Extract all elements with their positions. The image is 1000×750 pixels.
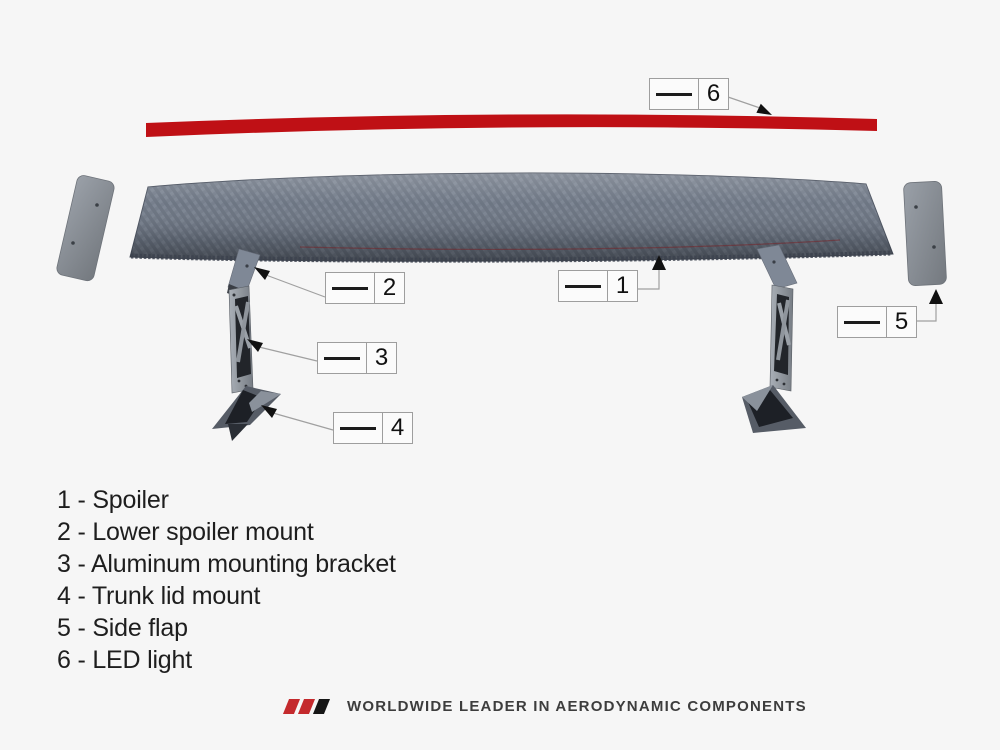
- callout-6-leader-line: [728, 97, 760, 108]
- callout-number: 2: [382, 274, 397, 301]
- callout-box-6: [649, 78, 729, 110]
- callout-box-3: [317, 342, 397, 374]
- dash-icon: [565, 285, 601, 288]
- brand-stripes-logo-icon: [286, 699, 327, 714]
- callout-2-leader-line: [266, 275, 325, 297]
- callout-4-leader-line: [273, 413, 333, 430]
- led-light-strip: [146, 114, 877, 137]
- callout-box-2: [325, 272, 405, 304]
- callout-number: 3: [374, 344, 389, 371]
- mounting-bracket-left: [229, 286, 253, 393]
- brand-stripe-red-icon: [298, 699, 315, 714]
- legend-item: 1 - Spoiler: [57, 486, 169, 514]
- callout-box-1: [558, 270, 638, 302]
- brand-stripe-red-icon: [283, 699, 300, 714]
- callout-number: 5: [894, 308, 909, 335]
- callout-2-arrowhead-icon: [254, 267, 270, 280]
- dash-icon: [656, 93, 692, 96]
- callout-number: 4: [390, 414, 405, 441]
- callout-number: 6: [706, 80, 721, 107]
- legend-item: 4 - Trunk lid mount: [57, 582, 261, 610]
- dash-cell: [650, 79, 699, 109]
- legend-item: 5 - Side flap: [57, 614, 188, 642]
- callout-5-arrowhead-icon: [929, 289, 943, 304]
- dash-icon: [332, 287, 368, 290]
- dash-cell: [838, 307, 887, 337]
- callout-box-5: [837, 306, 917, 338]
- brand-tagline: WORLDWIDE LEADER IN AERODYNAMIC COMPONENTS: [347, 698, 807, 715]
- dash-icon: [340, 427, 376, 430]
- mounting-bracket-right: [770, 285, 793, 391]
- dash-cell: [318, 343, 367, 373]
- dash-icon: [844, 321, 880, 324]
- side-flap-left: [56, 174, 116, 282]
- callout-box-4: [333, 412, 413, 444]
- dash-cell: [559, 271, 608, 301]
- side-flap-right: [903, 181, 946, 286]
- callout-6-arrowhead-icon: [756, 104, 772, 115]
- callout-number: 1: [615, 272, 630, 299]
- legend-item: 2 - Lower spoiler mount: [57, 518, 314, 546]
- callout-1-leader-line: [637, 267, 659, 289]
- dash-cell: [326, 273, 375, 303]
- legend-item: 3 - Aluminum mounting bracket: [57, 550, 396, 578]
- callout-3-leader-line: [259, 347, 317, 361]
- callout-5-leader-line: [915, 303, 936, 321]
- parts-legend: [57, 484, 396, 676]
- legend-item: 6 - LED light: [57, 646, 192, 674]
- dash-icon: [324, 357, 360, 360]
- trunk-lid-mount-right: [742, 385, 806, 433]
- dash-cell: [334, 413, 383, 443]
